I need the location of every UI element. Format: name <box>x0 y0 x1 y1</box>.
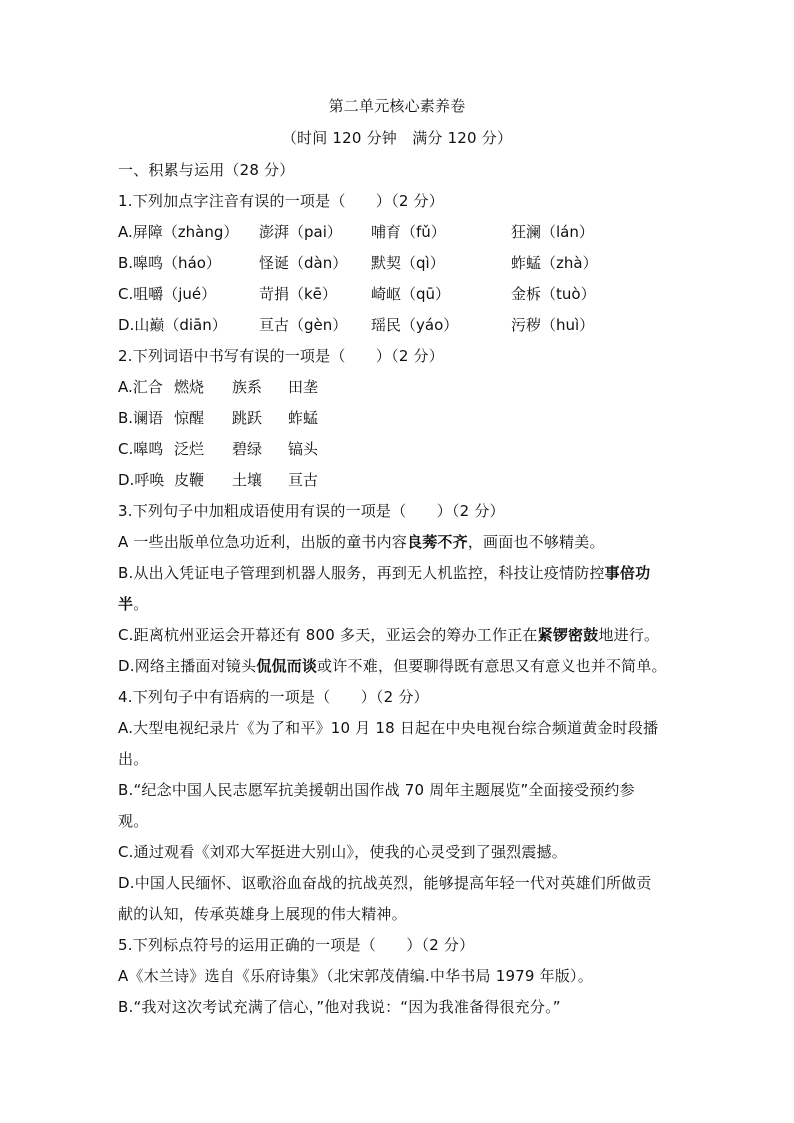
q1-option-d: D.山巅（diān） <box>118 316 227 334</box>
q4-option-b: B.“纪念中国人民志愿军抗美援朝出国作战 70 周年主题展览”全面接受预约参 <box>118 781 635 799</box>
q3-bold-idiom: 良莠不齐 <box>407 533 468 551</box>
q4-option-d: D.中国人民缅怀、讴歌浴血奋战的抗战英烈，能够提高年轻一代对英雄们所做贡 <box>118 874 652 892</box>
question-1-stem: 1.下列加点字注音有误的一项是（ ）（2 分） <box>118 192 444 210</box>
q2-word: 皮鞭 <box>174 471 205 489</box>
q2-word: 土壤 <box>232 471 263 489</box>
q1-word: 狂澜（lán） <box>511 223 594 241</box>
q3-option-text: 地进行。 <box>598 626 660 644</box>
q3-option-text: ，画面也不够精美。 <box>467 533 605 551</box>
question-2-stem: 2.下列词语中书写有误的一项是（ ）（2 分） <box>118 347 444 365</box>
q1-word: 金柝（tuò） <box>511 285 596 303</box>
q2-word: 田垄 <box>288 378 319 396</box>
q3-option-d <box>118 656 667 676</box>
q3-option-text: C.距离杭州亚运会开幕还有 800 多天，亚运会的筹办工作正在 <box>118 626 538 644</box>
q1-option-b: B.嗥鸣（háo） <box>118 254 221 272</box>
q3-option-b <box>118 563 650 583</box>
q2-option-a: A.汇合 <box>118 378 163 396</box>
q1-word: 崎岖（qū） <box>371 285 451 303</box>
q2-option-b: B.谰语 <box>118 409 164 427</box>
q2-word: 蚱蜢 <box>288 409 319 427</box>
q2-option-c: C.嗥鸣 <box>118 440 164 458</box>
q1-option-c: C.咀嚼（jué） <box>118 285 217 303</box>
q3-option-text: 。 <box>133 595 149 613</box>
q1-word: 亘古（gèn） <box>259 316 348 334</box>
q5-option-b: B.“我对这次考试充满了信心，”他对我说：“因为我准备得很充分。” <box>118 998 561 1016</box>
q2-word: 惊醒 <box>174 409 205 427</box>
q1-word: 苛捐（kē） <box>259 285 337 303</box>
q3-option-text: 或许不难，但要聊得既有意思又有意义也并不简单。 <box>317 657 667 675</box>
q2-word: 镐头 <box>288 440 319 458</box>
page-title: 第二单元核心素养卷 <box>328 97 466 115</box>
q2-word: 碧绿 <box>232 440 263 458</box>
q2-word: 亘古 <box>288 471 319 489</box>
q1-word: 澎湃（pai） <box>259 223 342 241</box>
page-subtitle: （时间 120 分钟 满分 120 分） <box>281 129 513 147</box>
q3-option-text: D.网络主播面对镜头 <box>118 657 257 675</box>
q1-word: 默契（qì） <box>371 254 445 272</box>
q1-option-a: A.屏障（zhàng） <box>118 223 239 241</box>
q3-option-text: B.从出入凭证电子管理到机器人服务，再到无人机监控，科技让疫情防控 <box>118 564 605 582</box>
q2-word: 燃烧 <box>174 378 205 396</box>
q2-word: 泛烂 <box>174 440 205 458</box>
q4-option-a: A.大型电视纪录片《为了和平》10 月 18 日起在中央电视台综合频道黄金时段播 <box>118 719 659 737</box>
q3-bold-idiom: 事倍功 <box>604 564 651 582</box>
q4-option-c: C.通过观看《刘邓大军挺进大别山》，使我的心灵受到了强烈震撼。 <box>118 843 567 861</box>
q3-option-text: A 一些出版单位急功近利，出版的童书内容 <box>118 533 408 551</box>
q1-word: 蚱蜢（zhà） <box>511 254 598 272</box>
q2-option-d: D.呼唤 <box>118 471 165 489</box>
q1-word: 哺育（fǔ） <box>371 223 446 241</box>
q2-word: 跳跃 <box>232 409 263 427</box>
q3-option-c <box>118 625 659 645</box>
q3-option-a <box>118 532 605 552</box>
q3-bold-idiom: 半 <box>118 595 134 613</box>
question-5-stem: 5.下列标点符号的运用正确的一项是（ ）（2 分） <box>118 936 475 954</box>
q1-word: 污秽（huì） <box>511 316 595 334</box>
q4-option-a-cont: 出。 <box>118 750 149 768</box>
q3-option-b-cont <box>118 594 148 614</box>
q2-word: 族系 <box>232 378 263 396</box>
q3-bold-idiom: 侃侃而谈 <box>256 657 318 675</box>
question-4-stem: 4.下列句子中有语病的一项是（ ）（2 分） <box>118 688 429 706</box>
section-heading: 一、积累与运用（28 分） <box>118 161 295 179</box>
question-3-stem: 3.下列句子中加粗成语使用有误的一项是（ ）（2 分） <box>118 502 505 520</box>
q3-bold-idiom: 紧锣密鼓 <box>537 626 599 644</box>
q1-word: 瑶民（yáo） <box>371 316 459 334</box>
q5-option-a: A《木兰诗》选自《乐府诗集》（北宋郭茂倩编.中华书局 1979 年版）。 <box>118 967 593 985</box>
q4-option-d-cont: 献的认知，传承英雄身上展现的伟大精神。 <box>118 905 407 923</box>
q1-word: 怪诞（dàn） <box>259 254 348 272</box>
q4-option-b-cont: 观。 <box>118 812 149 830</box>
